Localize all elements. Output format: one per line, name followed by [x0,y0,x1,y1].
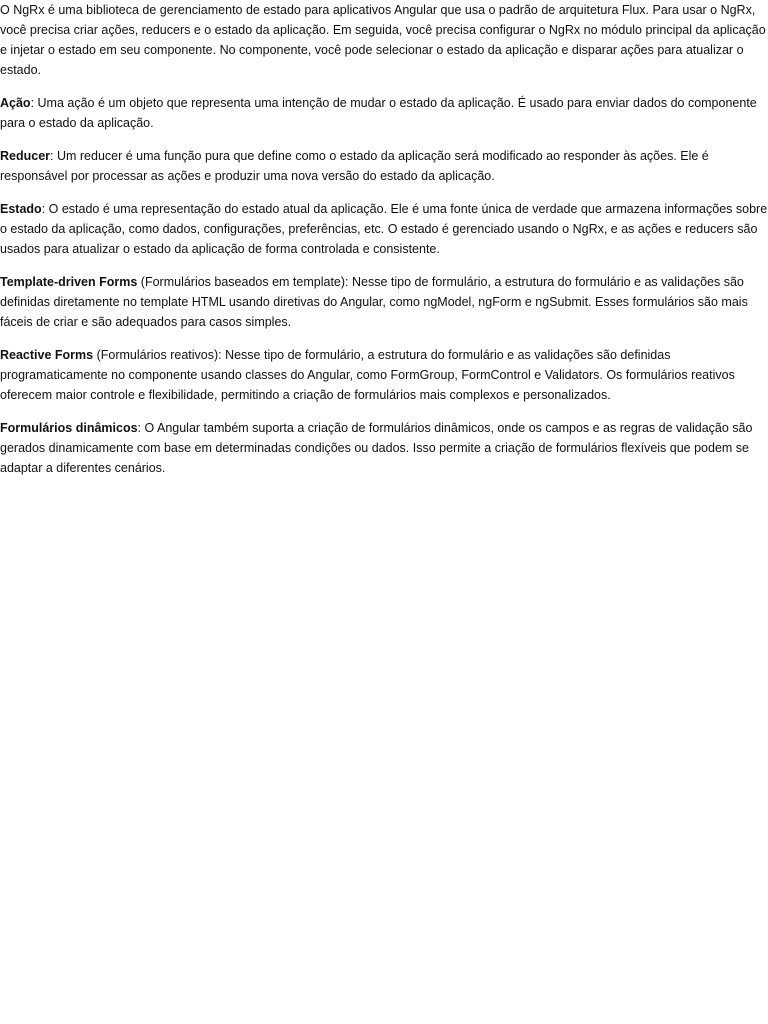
term-reactive-forms: Reactive Forms [0,348,94,362]
paragraph-estado [0,199,768,259]
paragraph-formularios-dinamicos [0,418,768,478]
text-template-driven-forms: (Formulários baseados em template): Nesse tipo de formulário, a estrutura do formulário e as validações são definidas diretamente no template HTML usando diretivas do Angular, como ngModel, ngForm e ngSubmit. Esses formulários são mais fáceis de criar e são adequados para casos simples. [0,275,748,329]
document-body [0,0,768,491]
term-template-driven-forms: Template-driven Forms [0,275,138,289]
paragraph-template-driven-forms [0,272,768,332]
intro-paragraph: O NgRx é uma biblioteca de gerenciamento de estado para aplicativos Angular que usa o padrão de arquitetura Flux. Para usar o NgRx, você precisa criar ações, reducers e o estado da aplicação. Em seguida, você precisa configurar o NgRx no módulo principal da aplicação e injetar o estado em seu componente. No componente, você pode selecionar o estado da aplicação e disparar ações para atualizar o estado. [0,3,766,77]
paragraph-reducer [0,146,768,186]
term-reducer: Reducer [0,149,51,163]
text-reactive-forms: (Formulários reativos): Nesse tipo de formulário, a estrutura do formulário e as validações são definidas programaticamente no componente usando classes do Angular, como FormGroup, FormControl e Validators. Os formulários reativos oferecem maior controle e flexibilidade, permitindo a criação de formulários mais complexos e personalizados. [0,348,735,402]
paragraph-acao [0,93,768,133]
term-acao: Ação [0,96,31,110]
term-estado: Estado [0,202,42,216]
text-reducer: : Um reducer é uma função pura que define como o estado da aplicação será modificado ao responder às ações. Ele é responsável por processar as ações e produzir uma nova versão do estado da aplicação. [0,149,709,183]
term-formularios-dinamicos: Formulários dinâmicos [0,421,138,435]
paragraph-reactive-forms [0,345,768,405]
text-estado: : O estado é uma representação do estado atual da aplicação. Ele é uma fonte única de verdade que armazena informações sobre o estado da aplicação, como dados, configurações, preferências, etc. O estado é gerenciado usando o NgRx, e as ações e reducers são usados para atualizar o estado da aplicação de forma controlada e consistente. [0,202,768,256]
text-acao: : Uma ação é um objeto que representa uma intenção de mudar o estado da aplicação. É usado para enviar dados do componente para o estado da aplicação. [0,96,757,130]
text-formularios-dinamicos: : O Angular também suporta a criação de formulários dinâmicos, onde os campos e as regras de validação são gerados dinamicamente com base em determinadas condições ou dados. Isso permite a criação de formulários flexíveis que podem se adaptar a diferentes cenários. [0,421,753,475]
